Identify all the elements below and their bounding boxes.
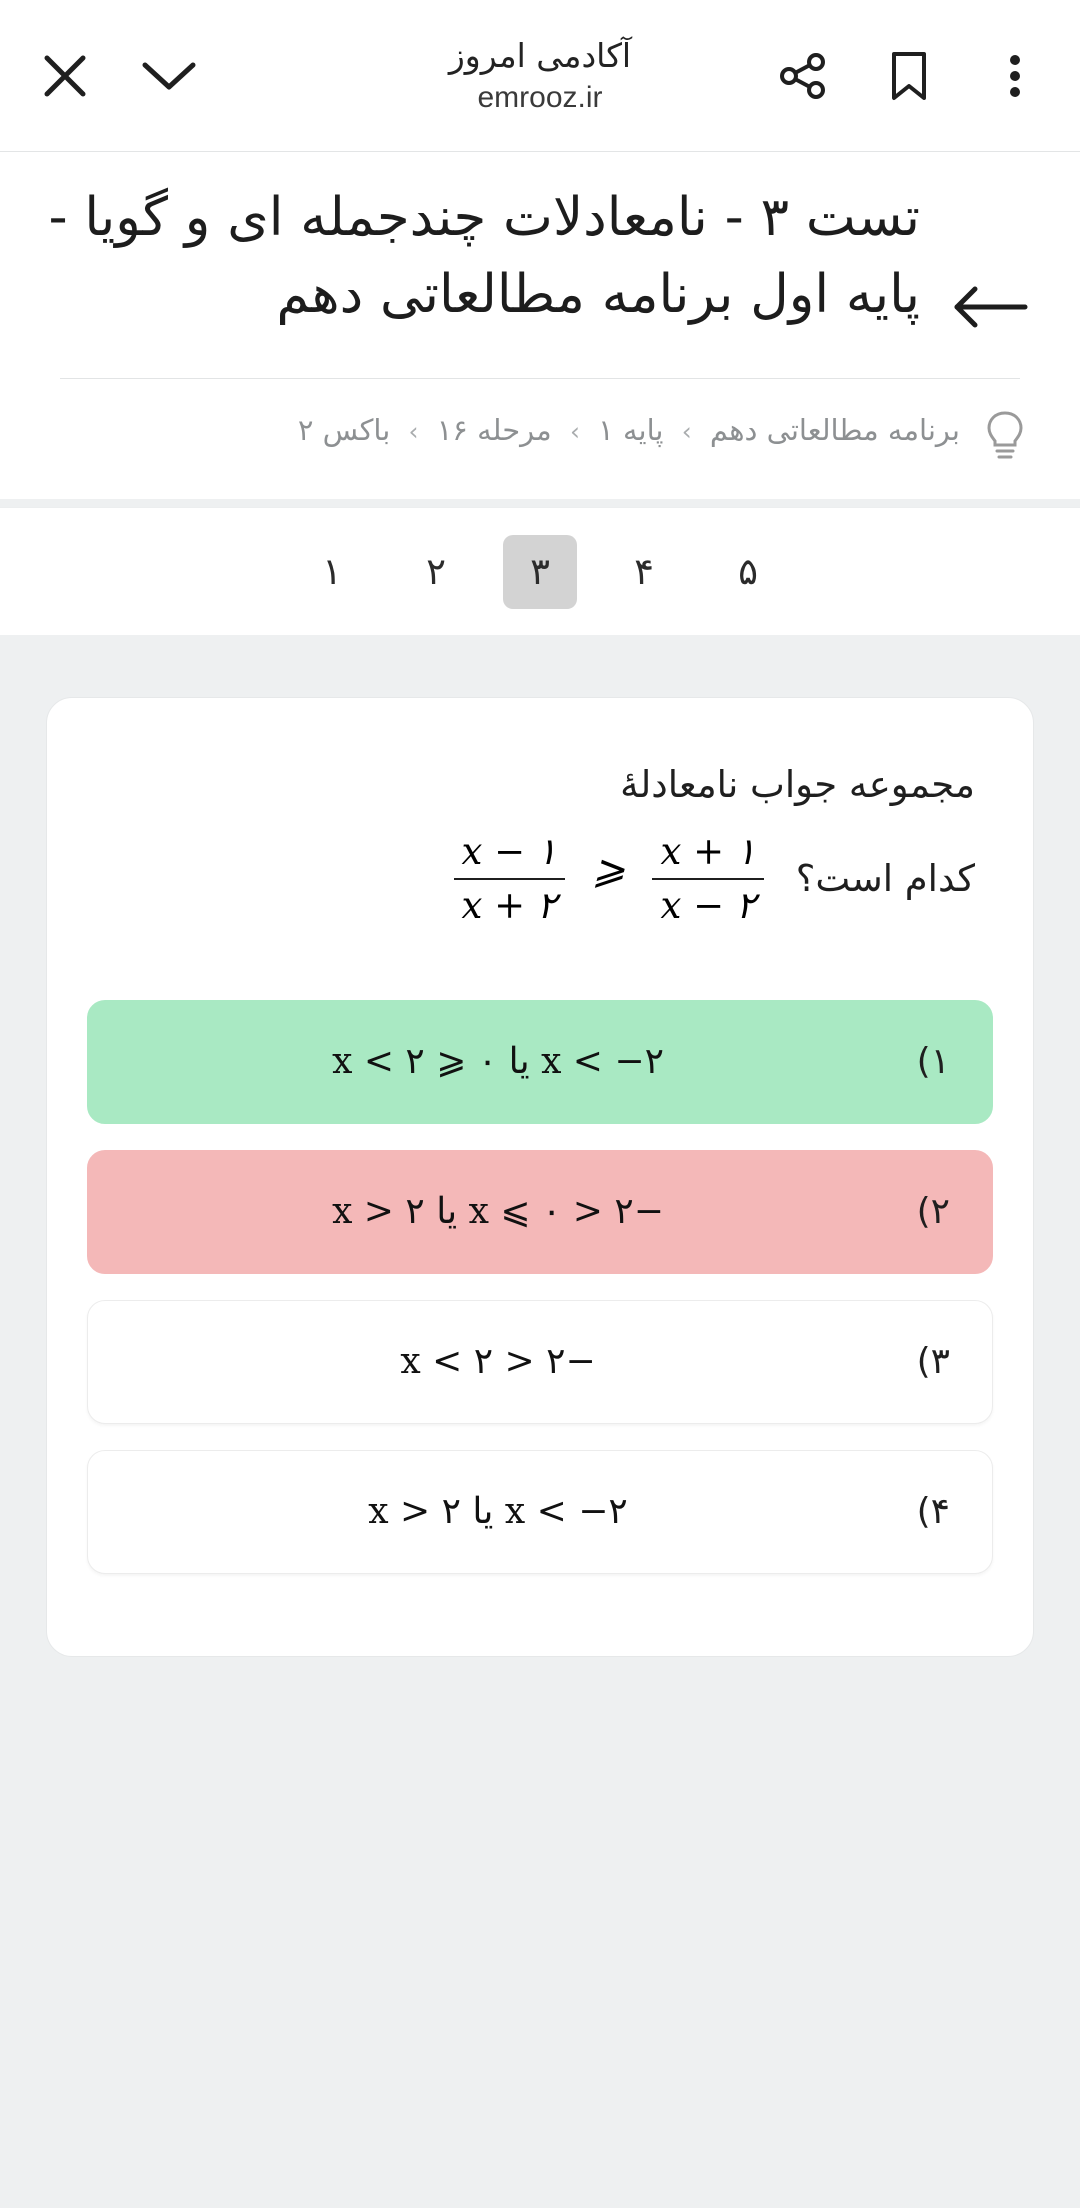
pager-item-3[interactable]: ۳ xyxy=(503,535,577,609)
breadcrumb-item-1[interactable]: پایه ۱ xyxy=(598,413,664,447)
appbar-left-icons xyxy=(772,45,1046,107)
brand-url: emrooz.ir xyxy=(477,80,603,114)
fraction-left xyxy=(448,830,571,927)
breadcrumb xyxy=(0,379,1080,499)
fraction-left-numerator: x − ۱ xyxy=(461,830,557,874)
share-icon[interactable] xyxy=(772,45,834,107)
pager-item-1[interactable]: ۱ xyxy=(322,550,342,593)
answer-option-4-math: x < −۲ یا x > ۲ xyxy=(368,1491,628,1533)
question-prompt-tail: کدام است؟ xyxy=(795,857,975,901)
answer-option-3-math: −۲ < x < ۲ xyxy=(400,1341,596,1383)
breadcrumb-item-3[interactable]: باکس ۲ xyxy=(297,413,391,447)
close-icon[interactable] xyxy=(34,45,96,107)
content-area xyxy=(0,635,1080,1657)
breadcrumb-trail xyxy=(48,405,960,456)
pager-item-2[interactable]: ۲ xyxy=(426,550,446,593)
bookmark-icon[interactable] xyxy=(878,45,940,107)
answer-option-2[interactable] xyxy=(87,1150,993,1274)
question-card xyxy=(46,697,1034,1657)
breadcrumb-separator: › xyxy=(408,417,419,446)
answer-option-2-label: ۲) xyxy=(916,1191,950,1233)
more-vertical-icon[interactable] xyxy=(984,45,1046,107)
question-prompt-line1: مجموعه جواب نامعادلهٔ xyxy=(620,763,975,806)
breadcrumb-separator: › xyxy=(569,417,580,446)
lightbulb-icon xyxy=(978,405,1032,465)
arrow-left-icon[interactable] xyxy=(946,264,1032,350)
question-prompt-line2 xyxy=(87,830,993,927)
breadcrumb-separator: › xyxy=(681,417,692,446)
top-app-bar xyxy=(0,0,1080,152)
question-pager xyxy=(0,507,1080,635)
relation-symbol: ⩾ xyxy=(591,847,626,894)
fraction-left-denominator: x + ۲ xyxy=(454,878,565,928)
breadcrumb-item-2[interactable]: مرحله ۱۶ xyxy=(436,413,552,447)
answer-option-4[interactable] xyxy=(87,1450,993,1574)
answer-option-4-label: ۴) xyxy=(916,1491,950,1533)
fraction-right-denominator: x − ۲ xyxy=(652,878,763,928)
header-block xyxy=(0,152,1080,379)
question-formula xyxy=(448,830,770,927)
answer-option-3-label: ۳) xyxy=(916,1341,950,1383)
chevron-down-icon[interactable] xyxy=(138,45,200,107)
pager-item-5[interactable]: ۵ xyxy=(738,550,758,593)
answer-option-1-math: x < −۲ یا ۰ ⩽ x < ۲ xyxy=(332,1041,664,1083)
appbar-right-icons xyxy=(34,45,200,107)
breadcrumb-item-0[interactable]: برنامه مطالعاتی دهم xyxy=(709,413,960,447)
answer-options xyxy=(87,1000,993,1574)
fraction-right-numerator: x + ۱ xyxy=(660,830,756,874)
title-row xyxy=(48,178,1032,350)
pager-item-4[interactable]: ۴ xyxy=(634,550,654,593)
brand-title: آکادمی امروز xyxy=(448,35,632,75)
answer-option-1[interactable] xyxy=(87,1000,993,1124)
page-title: تست ۳ - نامعادلات چندجمله ای و گویا - پایه اول برنامه مطالعاتی دهم xyxy=(48,187,920,325)
answer-option-1-label: ۱) xyxy=(916,1041,950,1083)
answer-option-2-math: −۲ < x ⩽ ۰ یا x > ۲ xyxy=(332,1191,664,1233)
fraction-right xyxy=(646,830,769,927)
answer-option-3[interactable] xyxy=(87,1300,993,1424)
